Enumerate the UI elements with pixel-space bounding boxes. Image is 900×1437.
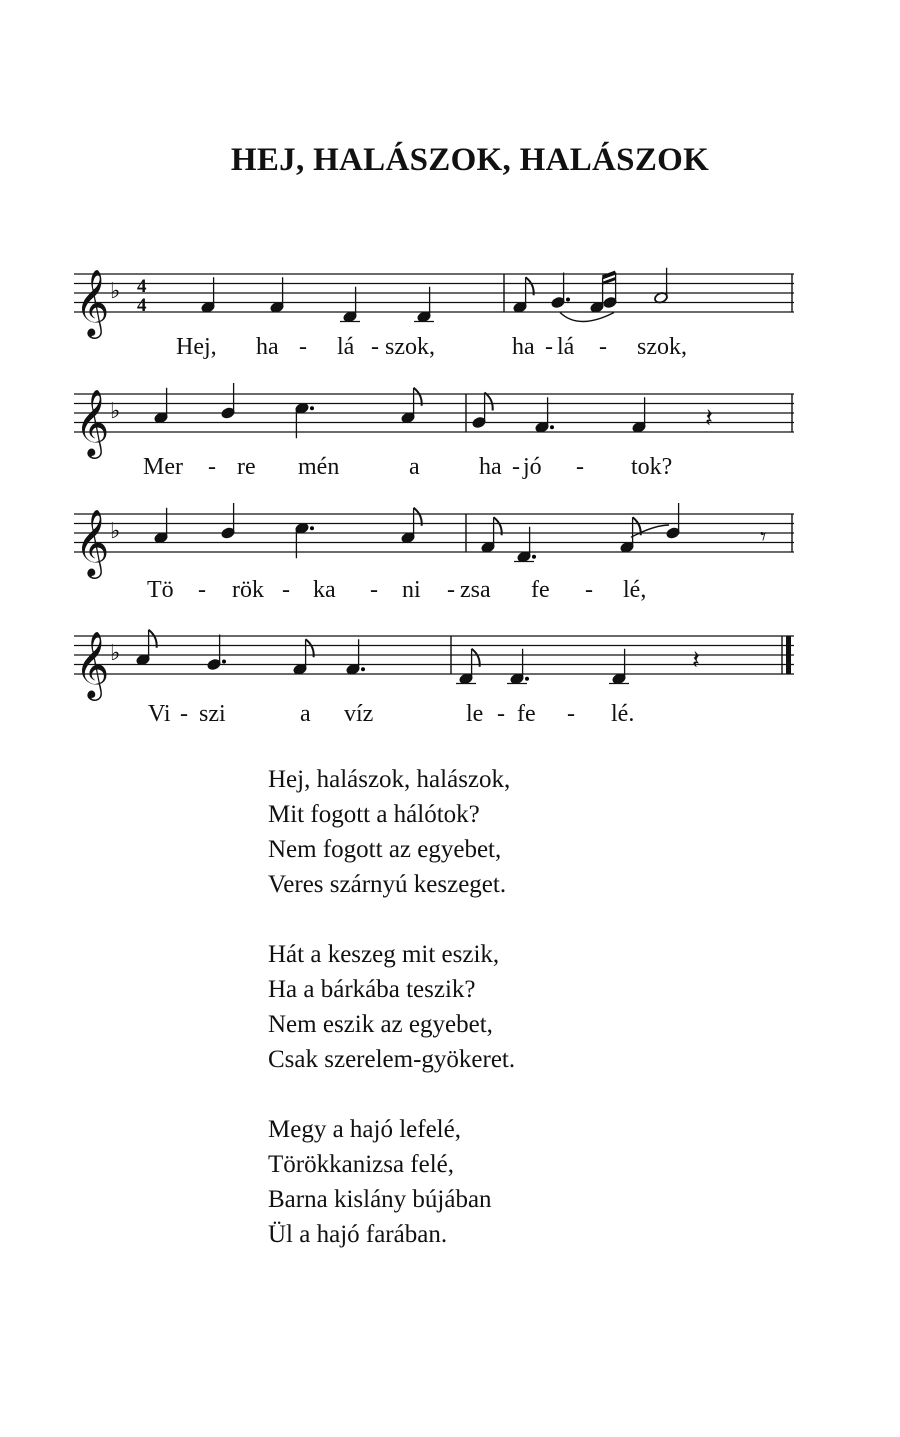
lyric-hyphen: -: [567, 701, 575, 727]
verse-line: Hát a keszeg mit eszik,: [268, 941, 500, 968]
time-signature-bottom: 4: [137, 295, 147, 316]
key-signature-flat: ♭: [110, 519, 121, 544]
key-signature-flat: ♭: [110, 279, 121, 304]
tie: [631, 525, 669, 537]
music-staff-system-4: [74, 624, 794, 698]
augmentation-dot: [222, 660, 226, 664]
lyric-hyphen: -: [497, 701, 505, 727]
key-signature-flat: ♭: [110, 399, 121, 424]
lyric-hyphen: -: [180, 701, 188, 727]
quarter-rest: 𝄽: [692, 645, 700, 676]
lyric-syllable: jó: [523, 454, 542, 480]
verse-line: Csak szerelem-gyökeret.: [268, 1046, 516, 1073]
lyric-syllable: re: [237, 454, 256, 480]
augmentation-dot: [525, 677, 529, 681]
final-bar-thick: [786, 636, 791, 674]
lyric-syllable: fe: [517, 701, 536, 727]
verse-3: [268, 1112, 515, 1252]
lyric-syllable: víz: [344, 701, 374, 727]
lyric-syllable: fe: [531, 577, 550, 603]
lyric-syllable: szok,: [637, 334, 687, 360]
note-beam: [603, 273, 616, 278]
lyric-syllable: Tö: [147, 577, 174, 603]
lyric-syllable: a: [409, 454, 420, 480]
augmentation-dot: [310, 526, 314, 530]
treble-clef: 𝄞: [75, 388, 110, 456]
lyric-hyphen: -: [198, 577, 206, 603]
verse-line: Nem fogott az egyebet,: [268, 836, 502, 863]
augmentation-dot: [310, 406, 314, 410]
note-beam: [603, 279, 616, 284]
verse-line: Törökkanizsa felé,: [268, 1151, 455, 1178]
augmentation-dot: [566, 298, 570, 302]
lyric-syllable: rök: [232, 577, 264, 603]
treble-clef: 𝄞: [75, 630, 110, 698]
lyric-hyphen: -: [576, 454, 584, 480]
lyric-hyphen: -: [545, 334, 553, 360]
augmentation-dot: [550, 425, 554, 429]
lyric-syllable: lé.: [611, 701, 635, 727]
verse-line: Veres szárnyú keszeget.: [268, 871, 507, 898]
lyric-syllable: ha: [479, 454, 502, 480]
verse-line: Ha a bárkába teszik?: [268, 976, 476, 1003]
lyric-syllable: mén: [298, 454, 340, 480]
lyric-hyphen: -: [371, 334, 379, 360]
treble-clef: 𝄞: [75, 268, 110, 336]
lyric-syllable: Mer: [143, 454, 183, 480]
lyric-hyphen: -: [599, 334, 607, 360]
verse-line: Barna kislány bújában: [268, 1186, 492, 1213]
verse-1: [268, 762, 515, 902]
song-title: HEJ, HALÁSZOK, HALÁSZOK: [230, 142, 710, 178]
lyric-hyphen: -: [447, 577, 455, 603]
lyric-syllable: tok?: [631, 454, 673, 480]
verse-line: Hej, halászok, halászok,: [268, 766, 511, 793]
note-flag: [485, 393, 493, 411]
lyric-hyphen: -: [585, 577, 593, 603]
treble-clef: 𝄞: [75, 508, 110, 576]
key-signature-flat: ♭: [110, 641, 121, 666]
eighth-rest: 𝄾: [760, 522, 767, 551]
lyric-syllable: zsa: [460, 577, 491, 603]
lyric-syllable: Hej,: [176, 334, 217, 360]
lyric-syllable: le: [466, 701, 484, 727]
verses-block: [268, 762, 515, 1287]
lyric-syllable: ni: [402, 577, 421, 603]
verse-line: Nem eszik az egyebet,: [268, 1011, 493, 1038]
lyric-hyphen: -: [208, 454, 216, 480]
music-staff-system-1: [74, 262, 794, 336]
lyric-syllable: a: [300, 701, 311, 727]
time-signature-top: 4: [137, 276, 147, 297]
quarter-rest: 𝄽: [705, 403, 713, 434]
slur: [560, 313, 614, 322]
augmentation-dot: [532, 555, 536, 559]
lyric-hyphen: -: [370, 577, 378, 603]
verse-line: Megy a hajó lefelé,: [268, 1116, 461, 1143]
lyric-syllable: szi: [199, 701, 226, 727]
lyric-syllable: lá: [557, 334, 575, 360]
verse-2: [268, 937, 515, 1077]
verse-line: Ül a hajó farában.: [268, 1221, 448, 1248]
lyric-syllable: lé,: [623, 577, 647, 603]
augmentation-dot: [361, 667, 365, 671]
lyric-syllable: ha: [256, 334, 279, 360]
music-staff-system-2: [74, 382, 794, 456]
lyric-syllable: ha: [512, 334, 535, 360]
lyric-hyphen: -: [512, 454, 520, 480]
lyric-syllable: lá: [337, 334, 355, 360]
music-staff-system-3: [74, 502, 794, 576]
lyric-hyphen: -: [299, 334, 307, 360]
lyric-hyphen: -: [282, 577, 290, 603]
lyric-syllable: szok,: [385, 334, 435, 360]
lyric-syllable: ka: [313, 577, 336, 603]
verse-line: Mit fogott a hálótok?: [268, 801, 480, 828]
lyric-syllable: Vi: [148, 701, 171, 727]
